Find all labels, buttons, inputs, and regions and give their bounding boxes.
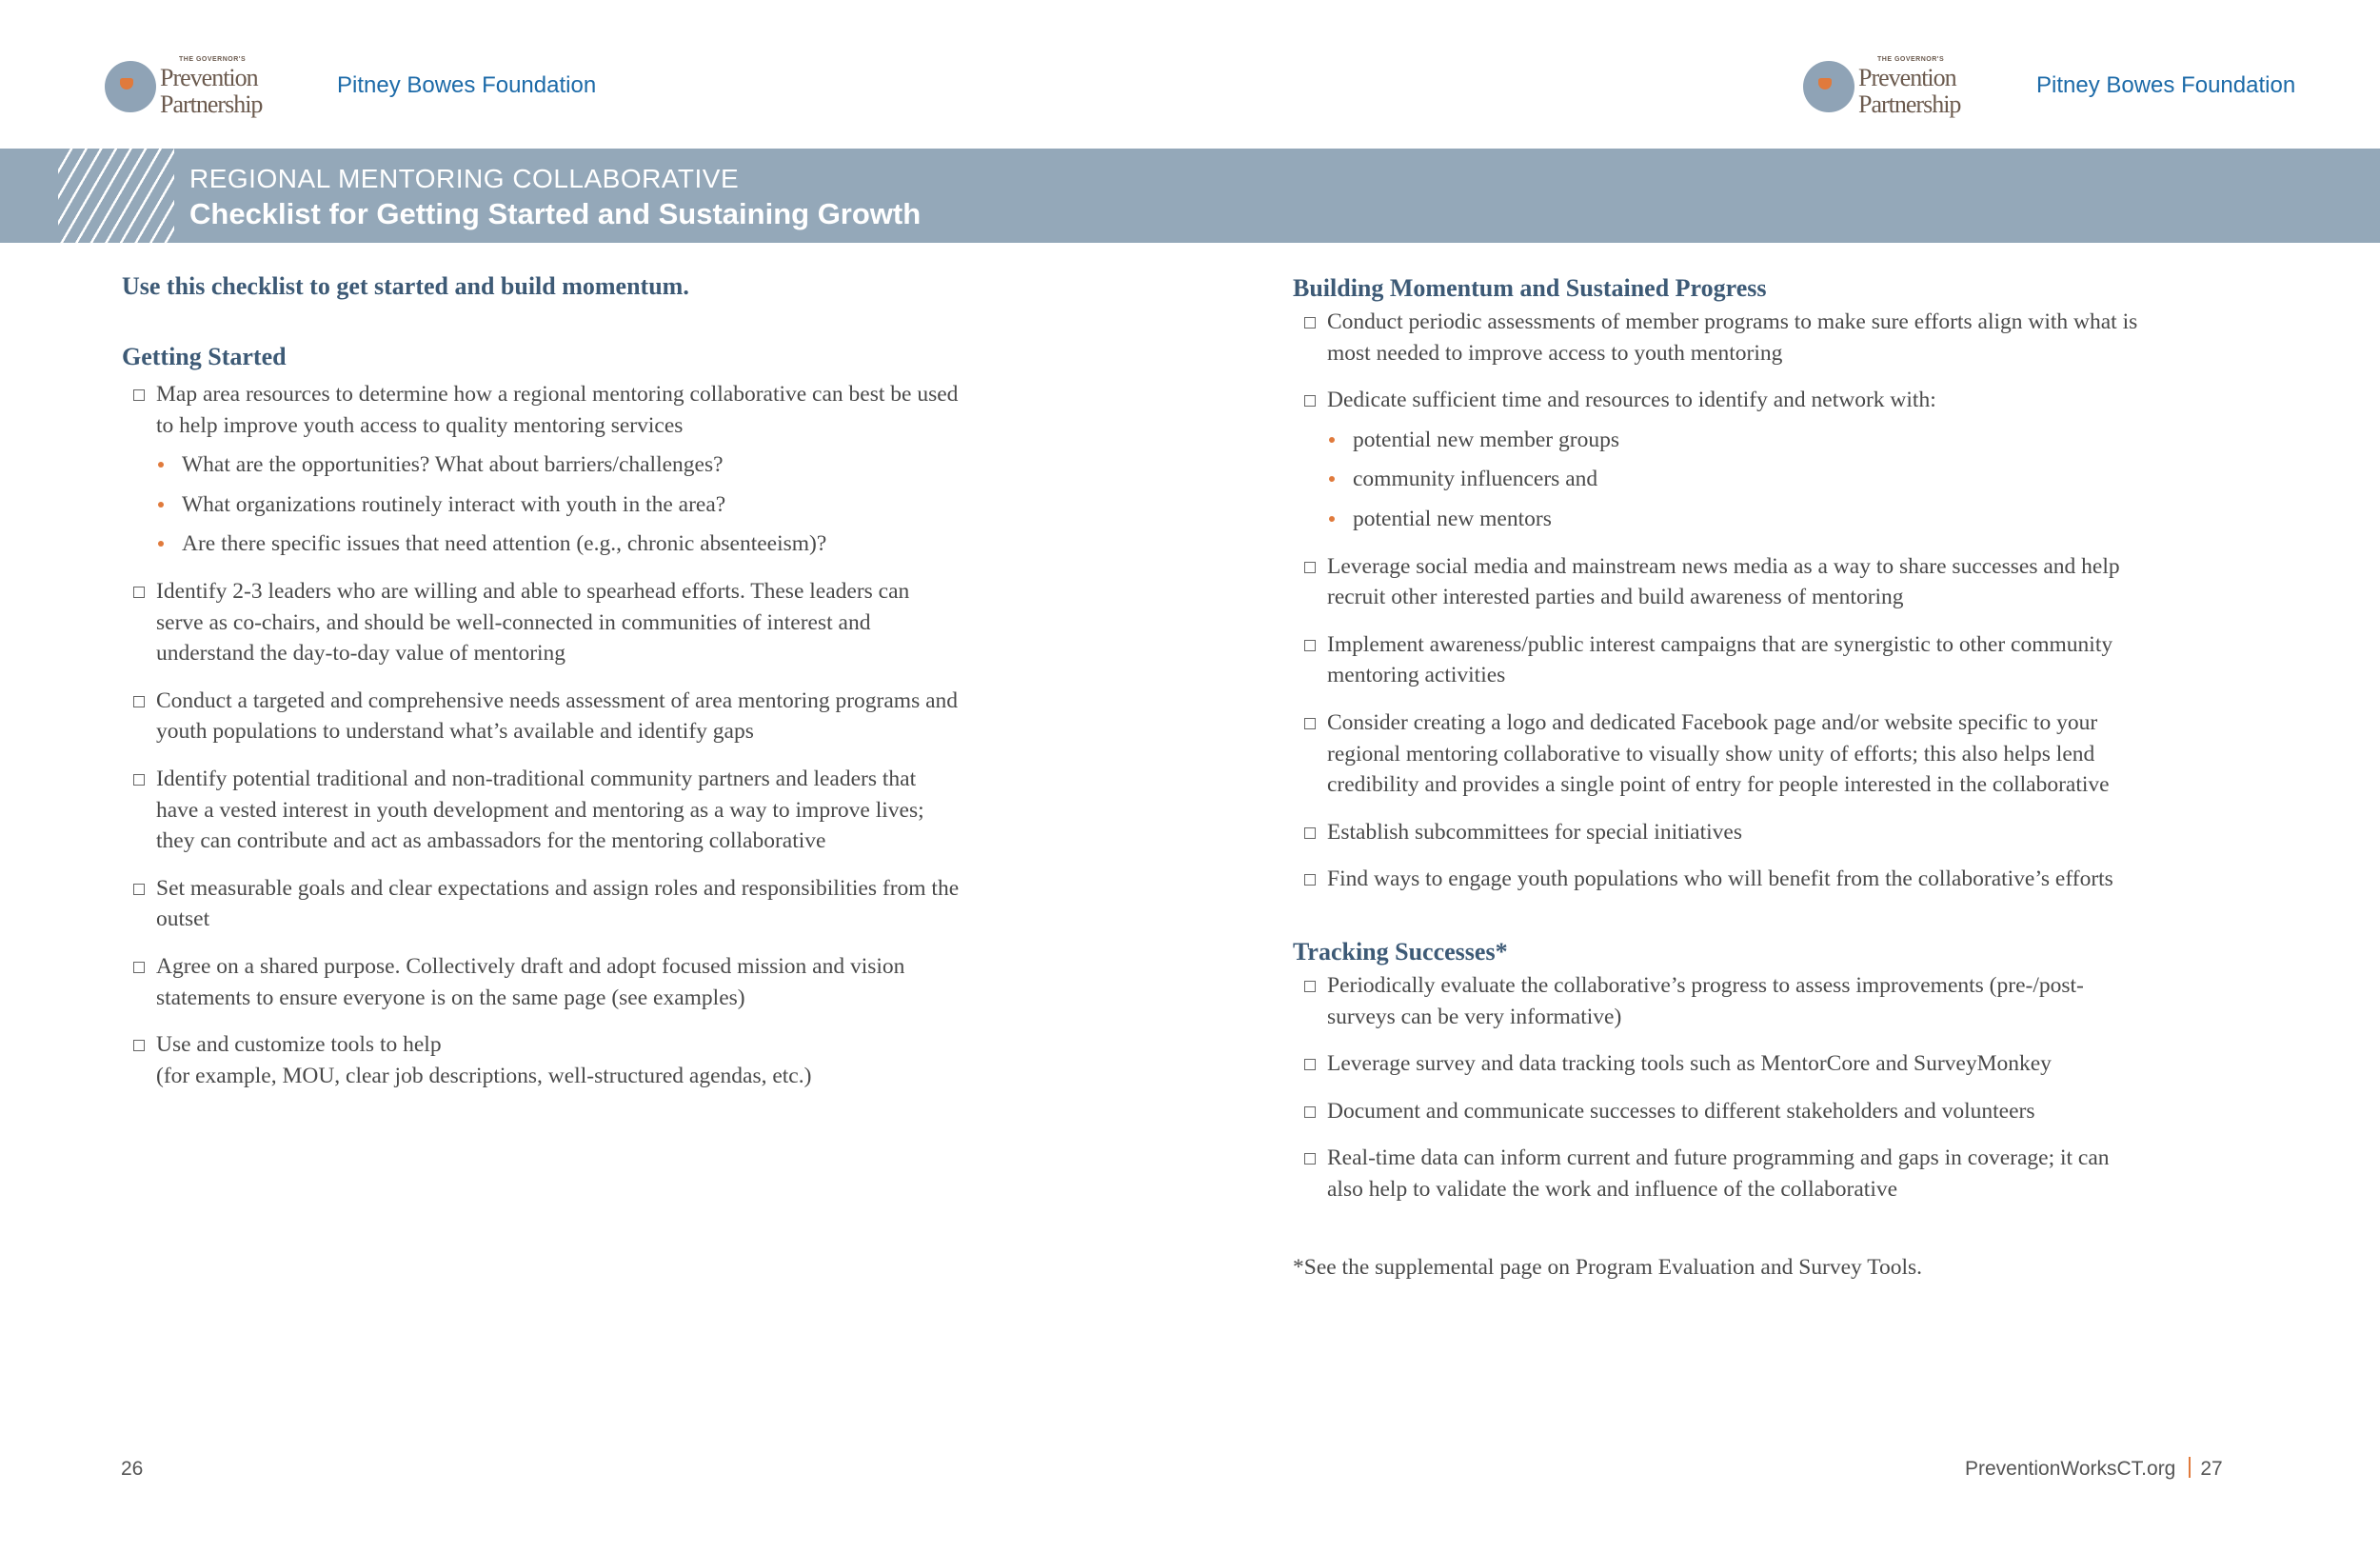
item-text: Map area resources to determine how a regional mentoring collaborative can best be used to help improve youth access to quality mentoring services bbox=[156, 382, 959, 438]
checkbox[interactable] bbox=[1304, 640, 1316, 651]
checklist-item bbox=[1293, 1143, 2150, 1205]
sub-bullet-item bbox=[122, 528, 960, 560]
banner-title: REGIONAL MENTORING COLLABORATIVE bbox=[189, 164, 740, 193]
checklist-item bbox=[122, 764, 960, 857]
tracking-successes-heading: Tracking Successes* bbox=[1293, 937, 1508, 966]
checklist-item bbox=[122, 576, 960, 669]
checkbox[interactable] bbox=[133, 1040, 145, 1051]
checkbox[interactable] bbox=[1304, 1059, 1316, 1070]
item-text: What organizations routinely interact with youth in the area? bbox=[182, 491, 726, 517]
checkbox[interactable] bbox=[1304, 317, 1316, 329]
checklist-item bbox=[122, 686, 960, 747]
checklist-item bbox=[1293, 551, 2150, 613]
checkbox[interactable] bbox=[1304, 562, 1316, 573]
item-text: Consider creating a logo and dedicated Facebook page and/or website specific to your regional mentoring collaborative to visually show unity of efforts; this also helps lend credibility and provides a single point of entry for people interested in the collaborative bbox=[1327, 709, 2110, 798]
footer-right bbox=[1965, 1457, 2223, 1482]
logo-line1: Prevention bbox=[160, 64, 258, 91]
checklist-item bbox=[122, 379, 960, 441]
item-text: Use and customize tools to help (for example, MOU, clear job descriptions, well-structured agendas, etc.) bbox=[156, 1032, 812, 1088]
bullet-icon bbox=[158, 462, 164, 468]
checkbox[interactable] bbox=[1304, 874, 1316, 886]
item-text: potential new member groups bbox=[1353, 427, 1619, 452]
checklist-item bbox=[1293, 707, 2150, 801]
sub-bullet-item bbox=[122, 449, 960, 481]
checklist-item bbox=[1293, 970, 2150, 1032]
item-text: potential new mentors bbox=[1353, 506, 1552, 531]
checkbox[interactable] bbox=[133, 884, 145, 895]
footer-separator bbox=[2189, 1457, 2191, 1478]
checklist-item bbox=[1293, 864, 2150, 895]
item-text: What are the opportunities? What about barriers/challenges? bbox=[182, 452, 724, 478]
item-text: Real-time data can inform current and future programming and gaps in coverage; it can also help to validate the work and influence of the collaborative bbox=[1327, 1145, 2110, 1202]
foundation-name-left: Pitney Bowes Foundation bbox=[337, 72, 597, 98]
footnote: *See the supplemental page on Program Evaluation and Survey Tools. bbox=[1293, 1255, 1923, 1281]
checkbox[interactable] bbox=[133, 962, 145, 973]
checklist-item bbox=[1293, 1048, 2150, 1080]
item-text: Document and communicate successes to different stakeholders and volunteers bbox=[1327, 1098, 2035, 1124]
logo-small-text: THE GOVERNOR'S bbox=[1877, 56, 1945, 63]
checklist-item bbox=[122, 1029, 960, 1091]
checklist-item bbox=[1293, 629, 2150, 691]
item-text: Find ways to engage youth populations who will benefit from the collaborative’s efforts bbox=[1327, 866, 2113, 892]
checklist-item bbox=[1293, 817, 2150, 848]
sub-bullet-item bbox=[1293, 425, 2150, 456]
logo-line2: Partnership bbox=[1858, 90, 1961, 118]
checkbox[interactable] bbox=[133, 389, 145, 401]
page-number-left: 26 bbox=[121, 1458, 144, 1480]
checklist-item bbox=[122, 951, 960, 1013]
bullet-icon bbox=[158, 502, 164, 508]
checkbox[interactable] bbox=[133, 587, 145, 598]
item-text: Leverage social media and mainstream news media as a way to share successes and help recruit other interested parties and build awareness of mentoring bbox=[1327, 553, 2120, 610]
bullet-icon bbox=[1329, 476, 1335, 482]
bullet-icon bbox=[158, 541, 164, 547]
sub-bullet-item bbox=[1293, 504, 2150, 535]
getting-started-heading: Getting Started bbox=[122, 343, 287, 370]
checkbox[interactable] bbox=[1304, 1106, 1316, 1118]
sub-bullet-item bbox=[122, 489, 960, 521]
intro-heading: Use this checklist to get started and build momentum. bbox=[122, 272, 689, 300]
item-text: Identify 2-3 leaders who are willing and able to spearhead efforts. These leaders can serve as co-chairs, and should be well-connected in communities of interest and understand the day-to-day value of mentoring bbox=[156, 578, 910, 667]
item-text: community influencers and bbox=[1353, 467, 1598, 492]
left-column bbox=[122, 271, 960, 1091]
checkbox[interactable] bbox=[133, 774, 145, 786]
checklist-item bbox=[1293, 307, 2150, 368]
bullet-icon bbox=[1329, 516, 1335, 522]
item-text: Leverage survey and data tracking tools such as MentorCore and SurveyMonkey bbox=[1327, 1051, 2052, 1077]
checkbox[interactable] bbox=[1304, 1153, 1316, 1165]
right-column bbox=[1293, 273, 2150, 1284]
checklist-item bbox=[122, 873, 960, 935]
checkbox[interactable] bbox=[1304, 827, 1316, 839]
logo-line1: Prevention bbox=[1858, 64, 1956, 91]
prevention-partnership-logo-left bbox=[105, 55, 262, 118]
logo-emblem-icon bbox=[105, 61, 156, 112]
banner-subtitle: Checklist for Getting Started and Sustaining Growth bbox=[189, 197, 922, 230]
bullet-icon bbox=[1329, 437, 1335, 443]
item-text: Periodically evaluate the collaborative’s progress to assess improvements (pre-/post-surveys can be very informative) bbox=[1327, 972, 2084, 1029]
item-text: Dedicate sufficient time and resources to identify and network with: bbox=[1327, 388, 1936, 413]
foundation-name-right: Pitney Bowes Foundation bbox=[2036, 72, 2296, 98]
logo-line2: Partnership bbox=[160, 90, 263, 118]
checkbox[interactable] bbox=[1304, 718, 1316, 729]
item-text: Establish subcommittees for special initiatives bbox=[1327, 819, 1742, 845]
prevention-partnership-logo-right bbox=[1803, 55, 1960, 118]
logo-small-text: THE GOVERNOR'S bbox=[179, 56, 247, 63]
checklist-item bbox=[1293, 385, 2150, 416]
stripes-decoration bbox=[58, 149, 174, 243]
item-text: Agree on a shared purpose. Collectively draft and adopt focused mission and vision statements to ensure everyone is on the same page (see examples) bbox=[156, 953, 905, 1010]
item-text: Conduct a targeted and comprehensive needs assessment of area mentoring programs and youth populations to understand what’s available and identify gaps bbox=[156, 687, 959, 745]
checkbox[interactable] bbox=[1304, 395, 1316, 407]
item-text: Identify potential traditional and non-traditional community partners and leaders that have a vested interest in youth development and mentoring as a way to improve lives; they can contribute and act as ambassadors for the mentoring collaborative bbox=[156, 766, 924, 854]
building-momentum-heading: Building Momentum and Sustained Progress bbox=[1293, 274, 1767, 302]
checkbox[interactable] bbox=[133, 696, 145, 707]
item-text: Are there specific issues that need attention (e.g., chronic absenteeism)? bbox=[182, 531, 827, 557]
sub-bullet-item bbox=[1293, 464, 2150, 495]
item-text: Conduct periodic assessments of member programs to make sure efforts align with what is most needed to improve access to youth mentoring bbox=[1327, 309, 2138, 366]
checklist-item bbox=[1293, 1096, 2150, 1127]
item-text: Implement awareness/public interest campaigns that are synergistic to other community mentoring activities bbox=[1327, 631, 2113, 688]
item-text: Set measurable goals and clear expectations and assign roles and responsibilities from the outset bbox=[156, 875, 960, 932]
website-link[interactable]: PreventionWorksCT.org bbox=[1965, 1458, 2176, 1480]
checkbox[interactable] bbox=[1304, 981, 1316, 992]
page-number-right: 27 bbox=[2200, 1458, 2223, 1480]
logo-emblem-icon bbox=[1803, 61, 1854, 112]
